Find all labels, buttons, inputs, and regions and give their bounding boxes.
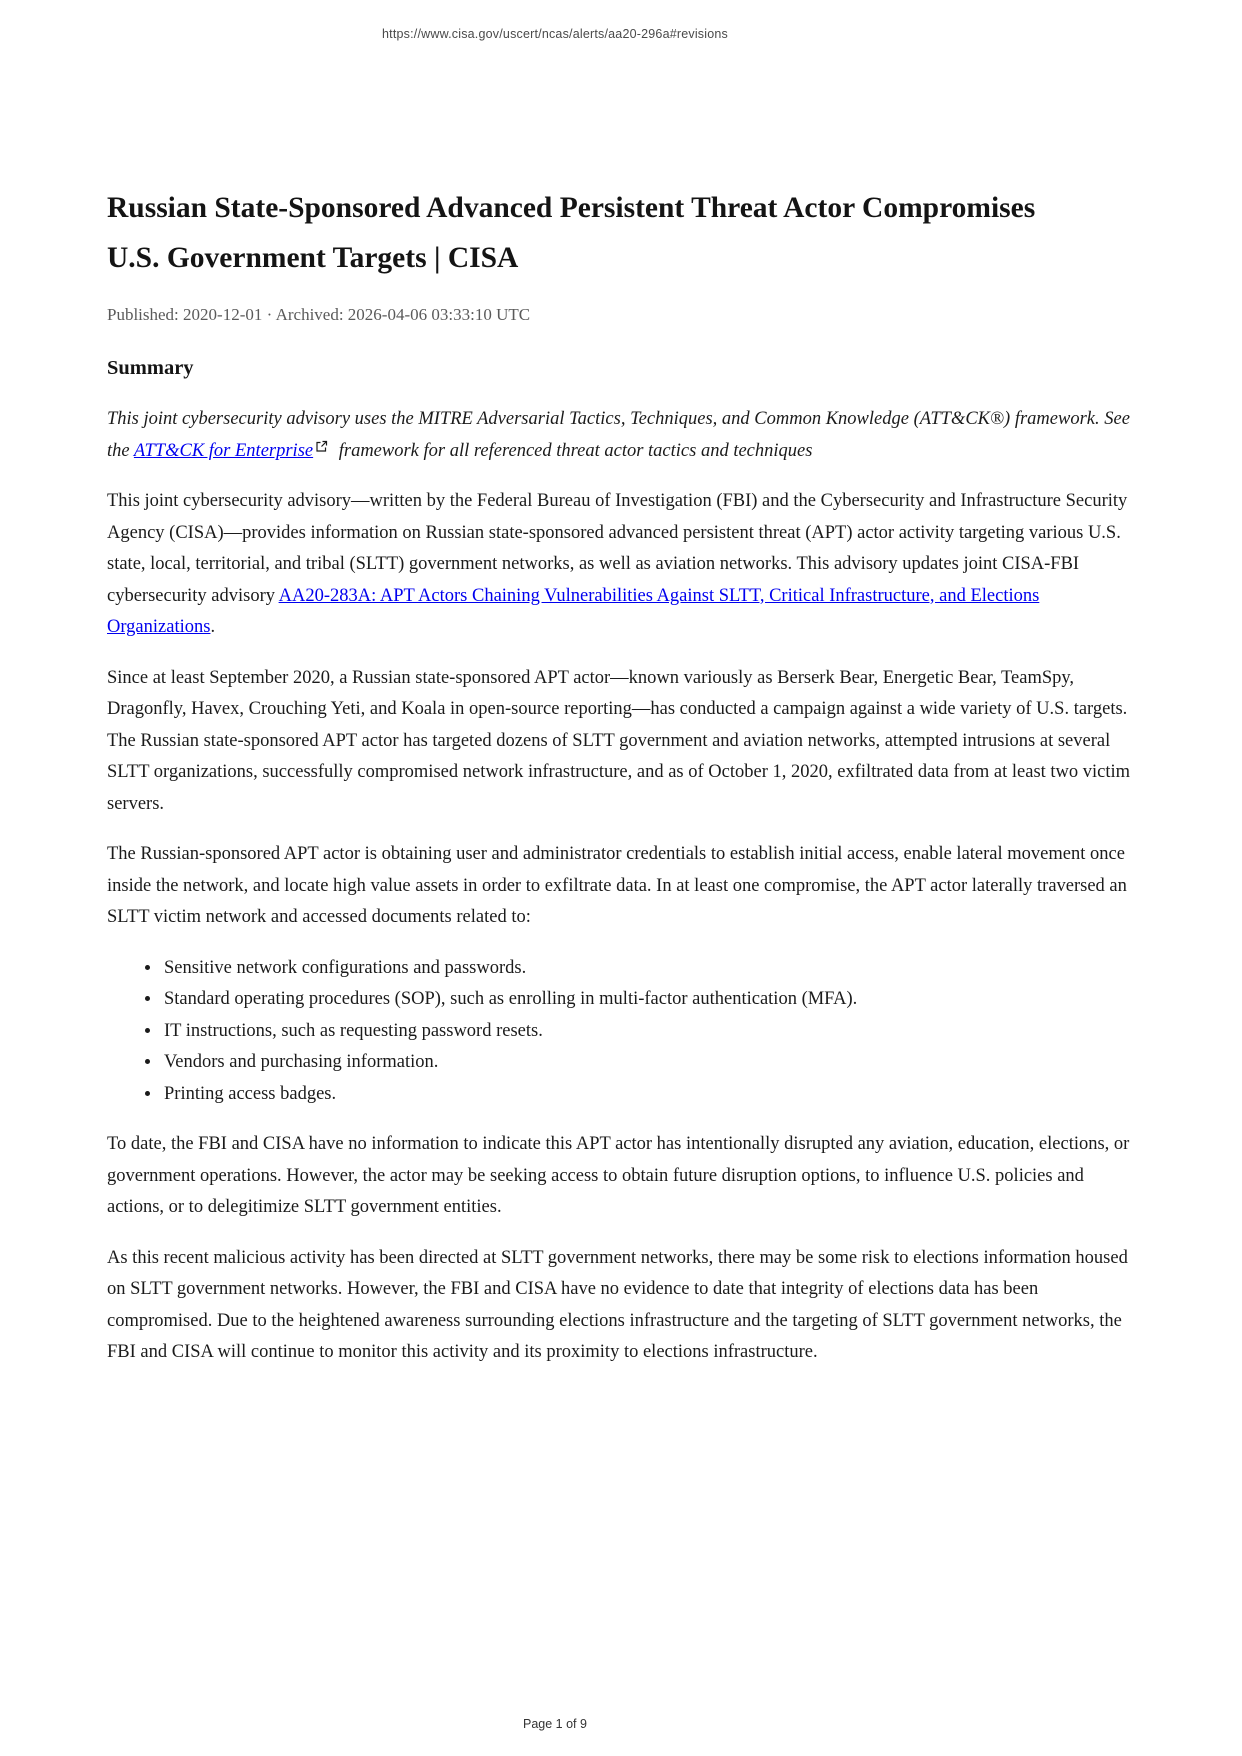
page-title: Russian State-Sponsored Advanced Persistent Threat Actor Compromises U.S. Government Targets | CISA xyxy=(107,192,1036,274)
paragraph-advisory-text-before: This joint cybersecurity advisory—written by the Federal Bureau of Investigation (FBI) and the Cybersecurity and Infrastructure Security Agency (CISA)—provides information on Russian state-sponsored advanced persistent threat (APT) actor activity targeting various U.S. state, local, territorial, and tribal (SLTT) government networks, as well as aviation networks. This advisory updates joint CISA-FBI cybersecurity advisory xyxy=(107,491,1128,606)
list-item: • Sensitive network configurations and passwords. xyxy=(162,953,1137,985)
aa20-283a-link[interactable]: AA20-283A: APT Actors Chaining Vulnerabilities Against SLTT, Critical Infrastructure, and Elections Organizations xyxy=(107,585,1040,637)
print-header-url: https://www.cisa.gov/uscert/ncas/alerts/aa20-296a#revisions xyxy=(382,27,728,41)
list-item: • Printing access badges. xyxy=(162,1079,1137,1111)
attck-enterprise-link[interactable]: ATT&CK for Enterprise xyxy=(133,440,314,461)
list-item: • Standard operating procedures (SOP), such as enrolling in multi-factor authentication (MFA). xyxy=(162,984,1137,1016)
published-meta: Published: 2020-12-01 · Archived: 2026-04-06 03:33:10 UTC xyxy=(107,305,531,324)
summary-note-text-after: framework for all referenced threat actor tactics and techniques xyxy=(334,440,813,461)
list-item: • Vendors and purchasing information. xyxy=(162,1047,1137,1079)
summary-note-paragraph xyxy=(107,404,1137,467)
summary-heading: Summary xyxy=(107,357,194,379)
paragraph-credentials: The Russian-sponsored APT actor is obtaining user and administrator credentials to establish initial access, enable lateral movement once inside the network, and locate high value assets in order to exfiltrate data. In at least one compromise, the APT actor laterally traversed an SLTT victim network and accessed documents related to: xyxy=(107,844,1127,927)
external-link-icon xyxy=(315,433,328,465)
paragraph-elections-risk: As this recent malicious activity has been directed at SLTT government networks, there may be some risk to elections information housed on SLTT government networks. However, the FBI and CISA have no evidence to date that integrity of elections data has been compromised. Due to the heightened awareness surrounding elections infrastructure and the targeting of SLTT government networks, the FBI and CISA will continue to monitor this activity and its proximity to elections infrastructure. xyxy=(107,1247,1128,1362)
summary-note-text-before: This joint cybersecurity advisory uses the MITRE Adversarial Tactics, Techniques, and Common Knowledge (ATT&CK®) framework. See the xyxy=(107,409,1130,461)
paragraph-advisory-text-after: . xyxy=(210,617,216,637)
accessed-documents-list xyxy=(107,953,1137,1111)
page-number: Page 1 of 9 xyxy=(523,1717,587,1731)
paragraph-advisory xyxy=(107,486,1137,644)
paragraph-no-disruption: To date, the FBI and CISA have no information to indicate this APT actor has intentionally disrupted any aviation, education, elections, or government operations. However, the actor may be seeking access to obtain future disruption options, to influence U.S. policies and actions, or to delegitimize SLTT government entities. xyxy=(107,1134,1130,1217)
list-item: • IT instructions, such as requesting password resets. xyxy=(162,1016,1137,1048)
article-content xyxy=(107,183,1137,1369)
paragraph-campaign: Since at least September 2020, a Russian state-sponsored APT actor—known variously as Berserk Bear, Energetic Bear, TeamSpy, Dragonfly, Havex, Crouching Yeti, and Koala in open-source reporting—has conducted a campaign against a wide variety of U.S. targets. The Russian state-sponsored APT actor has targeted dozens of SLTT government and aviation networks, attempted intrusions at several SLTT organizations, successfully compromised network infrastructure, and as of October 1, 2020, exfiltrated data from at least two victim servers. xyxy=(107,667,1131,814)
